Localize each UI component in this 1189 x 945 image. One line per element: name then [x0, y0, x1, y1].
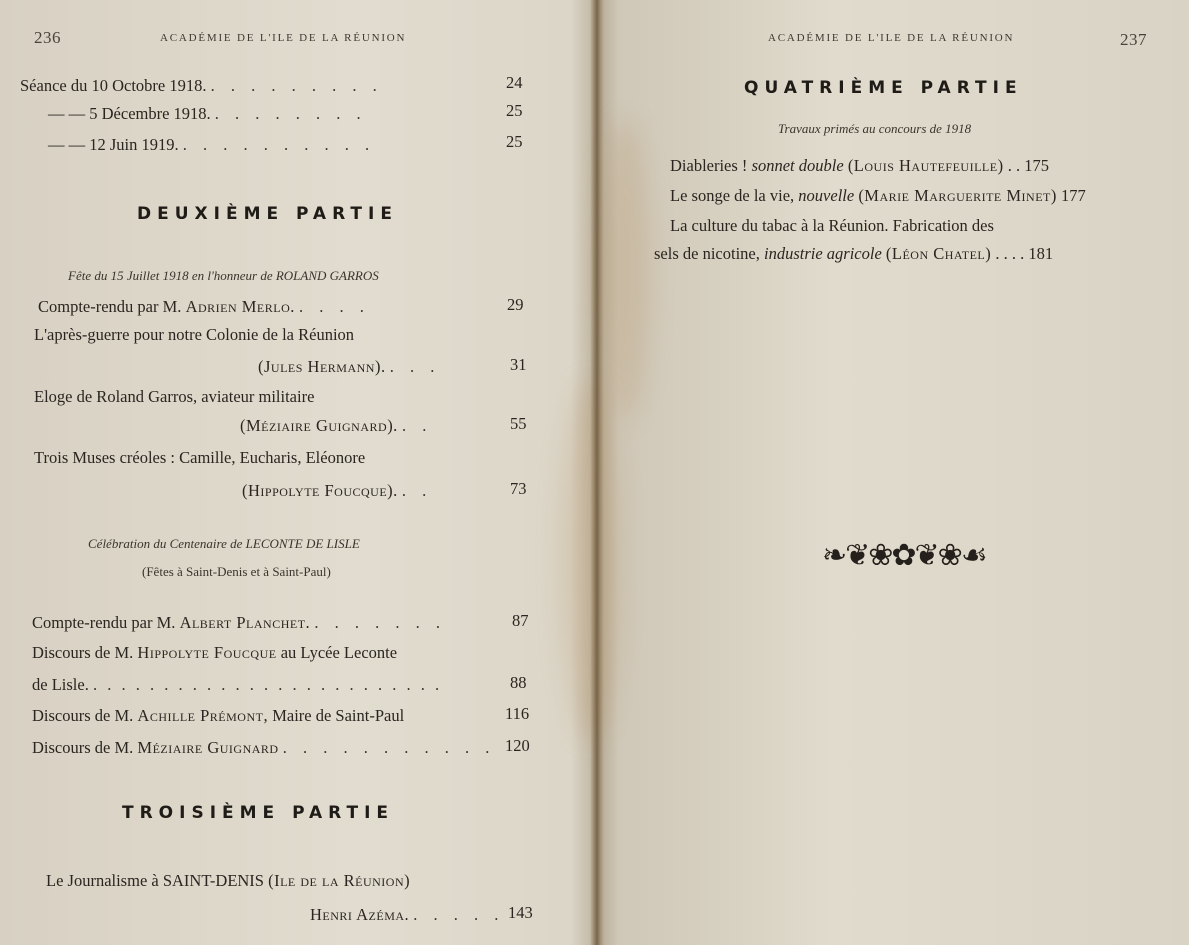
toc-page: 87 [512, 611, 529, 630]
toc-entry: (Jules Hermann). . . . [258, 357, 441, 376]
left-page [0, 0, 594, 945]
toc-entry: Trois Muses créoles : Camille, Eucharis, Eléonore [34, 448, 366, 467]
toc-entry: Diableries ! sonnet double (Louis Hautefeuille) . . 175 [670, 156, 1049, 175]
seance-line: — — 5 Décembre 1918. . . . . . . . . [48, 104, 367, 123]
toc-entry: Discours de M. Méziaire Guignard . . . . . . . . . . . [32, 738, 496, 757]
seance-page: 25 [506, 132, 523, 151]
toc-page: 29 [507, 295, 524, 314]
seance-page: 24 [506, 73, 523, 92]
section-subhead: Travaux primés au concours de 1918 [778, 121, 972, 136]
toc-entry: Le songe de la vie, nouvelle (Marie Marguerite Minet) 177 [670, 186, 1086, 205]
toc-page: 143 [508, 903, 533, 922]
toc-entry: de Lisle. . . . . . . . . . . . . . . . . . . . . . . . . . [32, 675, 443, 694]
toc-entry: Henri Azéma. . . . . . [310, 905, 505, 924]
toc-entry: sels de nicotine, industrie agricole (Léon Chatel) . . . . 181 [654, 244, 1054, 263]
page-number: 236 [34, 28, 61, 47]
toc-entry: Discours de M. Hippolyte Foucque au Lycée Leconte [32, 643, 398, 662]
seance-line: Séance du 10 Octobre 1918. . . . . . . . . . [20, 76, 383, 95]
seance-page: 25 [506, 101, 523, 120]
toc-page: 55 [510, 414, 527, 433]
part-heading: DEUXIÈME PARTIE [137, 204, 398, 224]
toc-entry: L'après-guerre pour notre Colonie de la Réunion [34, 325, 355, 344]
part-heading: QUATRIÈME PARTIE [744, 78, 1023, 98]
part-heading: TROISIÈME PARTIE [122, 803, 395, 823]
toc-page: 73 [510, 479, 527, 498]
toc-page: 120 [505, 736, 530, 755]
seance-line: — — 12 Juin 1919. . . . . . . . . . . [48, 135, 376, 154]
section-subhead: Célébration du Centenaire de LECONTE DE LISLE [88, 536, 360, 551]
toc-page: 31 [510, 355, 527, 374]
ornament-icon: ❧❦❀✿❦❀☙ [822, 538, 986, 573]
toc-entry: La culture du tabac à la Réunion. Fabrication des [670, 216, 994, 235]
toc-entry: Compte-rendu par M. Adrien Merlo. . . . . [38, 297, 370, 316]
toc-entry: (Méziaire Guignard). . . [240, 416, 433, 435]
toc-entry: Compte-rendu par M. Albert Planchet. . . . . . . . [32, 613, 446, 632]
toc-entry: (Hippolyte Foucque). . . [242, 481, 433, 500]
running-head: ACADÉMIE DE L'ILE DE LA RÉUNION [768, 32, 1015, 44]
page-number: 237 [1120, 30, 1147, 49]
toc-page: 116 [505, 704, 530, 723]
right-page [598, 0, 1189, 945]
section-subhead: Fête du 15 Juillet 1918 en l'honneur de ROLAND GARROS [68, 268, 379, 283]
toc-entry: Le Journalisme à SAINT-DENIS (Ile de la Réunion) [46, 871, 411, 890]
toc-entry: Eloge de Roland Garros, aviateur militaire [34, 387, 315, 406]
running-head: ACADÉMIE DE L'ILE DE LA RÉUNION [160, 32, 407, 44]
toc-entry: Discours de M. Achille Prémont, Maire de Saint-Paul [32, 706, 405, 725]
section-subhead-2: (Fêtes à Saint-Denis et à Saint-Paul) [142, 564, 331, 579]
toc-page: 88 [510, 673, 527, 692]
